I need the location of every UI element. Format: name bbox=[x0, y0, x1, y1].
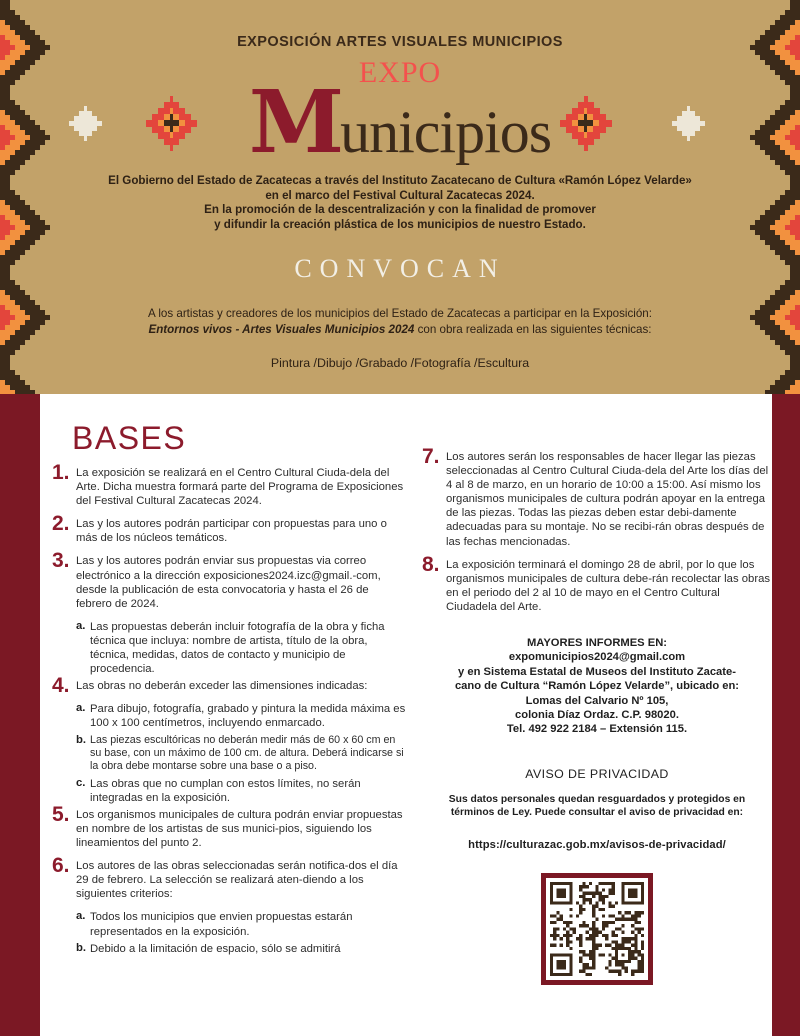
bases-item-text: Los autores de las obras seleccionadas serán notifica-dos el día 29 de febrero. La selección se realizará aten-diendo a los siguientes criterios: bbox=[76, 860, 398, 901]
bases-subitem-text: Debido a la limitación de espacio, sólo se admitirá bbox=[90, 942, 341, 955]
contact-line-1: MAYORES INFORMES EN: bbox=[526, 637, 668, 650]
woven-border-left bbox=[0, 0, 60, 394]
contact-line-5: Lomas del Calvario Nº 105, bbox=[525, 694, 669, 707]
expo-label: EXPO bbox=[358, 56, 442, 89]
ornament-pixel bbox=[590, 138, 594, 145]
privacy-url[interactable]: https://culturazac.gob.mx/avisos-de-privacidad/ bbox=[468, 838, 726, 851]
wordmark-rest: unicipios bbox=[340, 99, 552, 165]
bases-item-text: La exposición se realizará en el Centro Cultural Ciuda-dela del Arte. Dicha muestra formará parte del Programa de Exposiciones del Festival Cultural Zacatecas 2024. bbox=[76, 467, 404, 508]
bases-subitem-letter: a. bbox=[76, 702, 86, 715]
bases-subitem-text: Para dibujo, fotografía, grabado y pintura la medida máxima es 100 x 100 centímetros, incluyendo enmarcado. bbox=[90, 703, 406, 730]
bases-subitem-group bbox=[76, 910, 407, 955]
poster-header bbox=[0, 0, 800, 394]
sidebar-strip-right bbox=[772, 394, 800, 1036]
ornament-pixel bbox=[182, 132, 186, 139]
header-kicker: EXPOSICIÓN ARTES VISUALES MUNICIPIOS bbox=[237, 34, 563, 50]
bases-item-1 bbox=[52, 461, 407, 508]
bases-item-number: 2. bbox=[52, 512, 70, 536]
diamond-ornament-left bbox=[143, 96, 243, 150]
bases-item-8 bbox=[422, 552, 772, 614]
qr-code[interactable] bbox=[541, 873, 653, 985]
ornament-pixel bbox=[188, 126, 192, 133]
bases-subitem-text: Las propuestas deberán incluir fotografía de la obra y ficha técnica que incluya: nombre de artista, título de la obra, técnica, medidas, datos de contacto y municipio de procedencia. bbox=[90, 620, 385, 676]
ornament-pixel bbox=[84, 136, 87, 142]
ornament-pixel bbox=[602, 126, 606, 133]
bases-item-text: Las obras no deberán exceder las dimensiones indicadas: bbox=[76, 680, 368, 693]
sidebar-strip-left bbox=[0, 394, 40, 1036]
bases-subitem-text: Las piezas escultóricas no deberán medir más de 60 x 60 cm en su base, con un máximo de 100 cm. de altura. Deberá indicarse si la obra debe montarse sobre una base o a piso. bbox=[90, 733, 404, 773]
ornament-pixel bbox=[89, 131, 92, 137]
bases-subitem-a bbox=[76, 620, 407, 676]
invite-tail: con obra realizada en las siguientes técnicas: bbox=[414, 323, 652, 337]
header-lede bbox=[60, 174, 740, 232]
qr-canvas bbox=[550, 882, 644, 976]
contact-line-2: expomunicipios2024@gmail.com bbox=[508, 651, 686, 664]
techniques-list: Pintura /Dibujo /Grabado /Fotografía /Escultura bbox=[270, 356, 530, 371]
diamond-ornament-small-right bbox=[669, 106, 734, 141]
bases-item-number: 1. bbox=[52, 461, 70, 484]
qr-wrapper bbox=[422, 873, 772, 985]
header-lede-line-4: y difundir la creación plástica de los municipios de nuestro Estado. bbox=[214, 217, 586, 231]
contact-line-7: Tel. 492 922 2184 – Extensión 115. bbox=[506, 723, 688, 736]
bases-item-number: 3. bbox=[52, 549, 70, 573]
diamond-ornament-right bbox=[557, 96, 657, 150]
privacy-heading: AVISO DE PRIVACIDAD bbox=[525, 766, 669, 781]
bases-column-left bbox=[52, 394, 407, 959]
qr-quiet-zone bbox=[546, 878, 648, 980]
bases-item-number: 7. bbox=[422, 445, 440, 468]
diamond-ornament-small-left bbox=[66, 106, 131, 141]
ornament-pixel bbox=[584, 144, 588, 151]
invite-line-1: A los artistas y creadores de los municipios del Estado de Zacatecas a participar en la Exposición: bbox=[148, 307, 652, 321]
privacy-line-2: términos de Ley. Puede consultar el aviso de privacidad en: bbox=[450, 806, 744, 818]
ornament-pixel bbox=[94, 126, 97, 132]
invite-exhibition-title: Entornos vivos - Artes Visuales Municipios 2024 bbox=[148, 323, 415, 337]
bases-subitem-letter: c. bbox=[76, 776, 86, 789]
ornament-pixel bbox=[702, 121, 705, 127]
bases-subitem-letter: a. bbox=[76, 910, 86, 923]
bases-subitem-letter: b. bbox=[76, 733, 87, 746]
bases-subitem-b bbox=[76, 734, 407, 774]
woven-border-right bbox=[740, 0, 800, 394]
invite-line-2 bbox=[60, 322, 740, 338]
ornament-pixel bbox=[194, 120, 198, 127]
bases-item-text: Los autores serán los responsables de hacer llegar las piezas seleccionadas al Centro Cultural Ciuda-dela del Arte los días del 4 al 8 de marzo, en un horario de 10:00 a 15:00. Así mismo los organismos municipales de cultura podrán apoyar en la entrega de las piezas. Todas las piezas deben estar debi-damente adecuadas para su montaje. No se recibi-rán obras después de las fechas mencionadas. bbox=[446, 451, 769, 548]
bases-column-right bbox=[422, 394, 772, 985]
poster-body bbox=[0, 394, 800, 1036]
ornament-pixel bbox=[608, 120, 612, 127]
bases-subitem-group bbox=[76, 702, 407, 805]
ornament-pixel bbox=[687, 136, 690, 142]
bases-item-number: 4. bbox=[52, 674, 70, 698]
bases-item-number: 6. bbox=[52, 854, 70, 878]
ornament-pixel bbox=[99, 121, 102, 127]
ornament-pixel bbox=[176, 138, 180, 145]
bases-subitem-text: Todos los municipios que envien propuestas estarán representados en la exposición. bbox=[90, 911, 353, 938]
bases-item-4 bbox=[52, 674, 407, 698]
header-lede-line-3: En la promoción de la descentralización y con la finalidad de promover bbox=[204, 203, 596, 217]
bases-item-2 bbox=[52, 512, 407, 545]
header-lede-line-2: en el marco del Festival Cultural Zacatecas 2024. bbox=[265, 188, 535, 202]
bases-heading: BASES bbox=[72, 420, 187, 456]
contact-line-3: y en Sistema Estatal de Museos del Instituto Zacate- bbox=[458, 665, 736, 678]
invite-block bbox=[60, 306, 740, 338]
bases-item-text: Las y los autores podrán enviar sus propuestas via correo electrónico a la dirección exposiciones2024.izc@gmail.-com, desde la publicación de esta convocatoria y hasta el 26 de febrero de 2024. bbox=[76, 555, 381, 610]
bases-subitem-a bbox=[76, 702, 407, 730]
contact-line-4: cano de Cultura “Ramón López Velarde”, ubicado en: bbox=[454, 680, 740, 693]
bases-item-text: La exposición terminará el domingo 28 de abril, por lo que los organismos municipales de cultura debe-rán recolectar las obras en el periodo del 2 al 10 de mayo en el Centro Cultural Ciudadela del Arte. bbox=[446, 558, 771, 613]
contact-block bbox=[422, 636, 772, 737]
ornament-pixel bbox=[596, 132, 600, 139]
bases-item-6 bbox=[52, 854, 407, 901]
privacy-line-1: Sus datos personales quedan resguardados y protegidos en bbox=[448, 793, 746, 805]
bases-item-5 bbox=[52, 802, 407, 850]
header-lede-line-1: El Gobierno del Estado de Zacatecas a través del Instituto Zacatecano de Cultura «Ramón López Velarde» bbox=[108, 174, 692, 187]
privacy-text bbox=[422, 793, 772, 819]
bases-item-text: Los organismos municipales de cultura podrán enviar propuestas en nombre de los artistas de sus munici-pios, siguiendo los lineamientos del punto 2. bbox=[76, 808, 403, 850]
bases-subitem-b bbox=[76, 942, 407, 956]
ornament-pixel bbox=[697, 126, 700, 132]
bases-subitem-c bbox=[76, 777, 407, 805]
bases-subitem-a bbox=[76, 910, 407, 938]
ornament-pixel bbox=[170, 144, 174, 151]
bases-subitem-text: Las obras que no cumplan con estos límites, no serán integradas en la exposición. bbox=[90, 777, 361, 804]
ornament-pixel bbox=[692, 131, 695, 137]
bases-item-number: 5. bbox=[52, 802, 70, 826]
bases-item-number: 8. bbox=[422, 552, 440, 576]
bases-item-7 bbox=[422, 445, 772, 549]
wordmark-initial: M bbox=[248, 72, 341, 173]
bases-subitem-group bbox=[76, 620, 407, 676]
contact-line-6: colonia Díaz Ordaz. C.P. 98020. bbox=[515, 709, 679, 722]
bases-subitem-letter: a. bbox=[76, 619, 86, 632]
bases-item-3 bbox=[52, 549, 407, 610]
bases-subitem-letter: b. bbox=[76, 941, 87, 954]
bases-item-text: Las y los autores podrán participar con propuestas para uno o más de los núcleos temáticos. bbox=[76, 518, 387, 545]
convocan-heading: CONVOCAN bbox=[294, 254, 506, 284]
